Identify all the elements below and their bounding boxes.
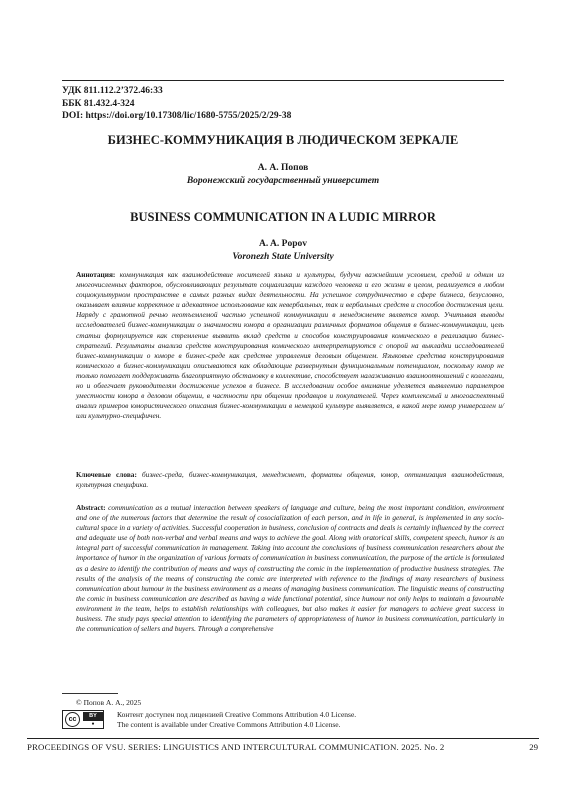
header-rule (62, 80, 504, 81)
footnote-rule (62, 693, 118, 694)
abstract-text-russian: коммуникация как взаимодействие носителей языка и культуры, будучи важнейшим условием, средой и одним из многочисленных факторов, обусловливающих результат социализации каждого человека и его жизни в целом, реализуется в любом социокультурном пространстве в самых разных видах деятельности. На успешное сотрудничество в сфере бизнеса, безусловно, оказывает влияние корректное и адекватное использование как невербальных, так и вербальных средств и способов достижения цели. Наряду с грамотной речью неотъемлемой частью успешной коммуникации в менеджменте является юмор. Учитывая выводы исследователей бизнес-коммуникации о значимости юмора в организации различных форматов общения в бизнес-коммуникации, цель статьи формулируется как стремление выявить вклад средств и способов конструирования комического в реализацию бизнес-стратегий. Результаты анализа средств конструирования комического интерпретируются с опорой на выкладки исследователей бизнес-коммуникации о юморе в бизнес-среде как средстве управления деловым общением. Языковые средства конструирования комического в бизнес-коммуникации описываются как обладающие развернутым функциональным потенциалом, поскольку юмор не только помогает поддерживать благоприятную обстановку в коллективе, способствует налаживанию взаимоотношений с коллегами, но и облегчает руководителям достижение успехов в бизнесе. В исследовании особое внимание уделяется выявлению параметров уместности юмора в деловом общении, в частности при общении продавцов и покупателей. Через комплексный и многоаспектный анализ примеров юмористического описания бизнес-коммуникации в немецкой культуре выявляется, в какой мере юмор универсален и/или культурно-специфичен. (76, 270, 504, 421)
title-english: BUSINESS COMMUNICATION IN A LUDIC MIRROR (130, 210, 436, 224)
footer-rule (27, 738, 539, 739)
author-english: A. A. Popov (258, 239, 308, 249)
article-identifiers (62, 85, 291, 123)
abstract-label-english: Abstract: (76, 503, 106, 512)
affiliation-russian: Воронежский государственный университет (186, 176, 380, 186)
author-russian: А. А. Попов (257, 163, 309, 173)
abstract-russian (76, 270, 504, 421)
page-number: 29 (529, 742, 538, 752)
copyright-notice: © Попов А. А., 2025 (76, 698, 142, 707)
udk-code: УДК 811.112.2’372.46:33 (62, 86, 163, 96)
journal-running-footer: PROCEEDINGS OF VSU. SERIES: LINGUISTICS AND INTERCULTURAL COMMUNICATION. 2025. No. 2 (27, 742, 445, 752)
title-russian: БИЗНЕС-КОММУНИКАЦИЯ В ЛЮДИЧЕСКОМ ЗЕРКАЛЕ (107, 133, 459, 147)
license-text-english: The content is available under Creative Commons Attribution 4.0 License. (117, 719, 341, 729)
keywords-russian (76, 470, 504, 490)
abstract-label-russian: Аннотация: (76, 270, 116, 279)
person-icon: ● (91, 721, 95, 727)
abstract-text-english: communication as a mutual interaction between speakers of language and culture, being the most important condition, environment and one of the numerous factors that determine the result of cosocialization of each person, and in life in general, is implemented in any socio-cultural space in a variety of activities. Successful cooperation in business, conclusion of contracts and deals is certainly influenced by the correct and adequate use of both non-verbal and verbal means and ways to achieve the goal. Along with oratorical skills, competent speech, humor is an integral part of successful communication in management. Taking into account the conclusions of business communication researchers about the importance of humor in the organization of various formats of communication in business communication, the purpose of the article is formulated as a desire to identify the contribution of means and ways of constructing the comic in the implementation of productive business strategies. The results of the analysis of the means of constructing the comic are interpreted with reference to the findings of many researchers of business communication about humour in the business environment as a means of managing business communication. The linguistic means of constructing the comic in business communication are described as having a wide functional potential, since humour not only helps to maintain a favourable environment in the team, helps to establish relationships with colleagues, but also makes it easier for managers to achieve great success in business. The study pays special attention to identifying the parameters of appropriateness of humor in business communication, particularly in the communication of sellers and buyers. Through a comprehensive (76, 503, 504, 634)
abstract-english (76, 503, 504, 634)
keywords-text-russian: бизнес-среда, бизнес-коммуникация, менеджмент, форматы общения, юмор, оптимизация взаимодействия, культурная специфика. (76, 470, 504, 490)
affiliation-english: Voronezh State University (232, 252, 334, 262)
cc-logo-icon: cc (65, 712, 80, 727)
keywords-label-russian: Ключевые слова: (76, 470, 137, 479)
license-text-russian: Контент доступен под лицензией Creative Commons Attribution 4.0 License. (117, 710, 357, 719)
cc-by-license-icon[interactable] (62, 710, 104, 729)
by-attribution-icon: BY (83, 712, 103, 721)
bbk-code: ББК 81.432.4-324 (62, 98, 135, 109)
license-notice (117, 710, 356, 730)
doi-link[interactable]: DOI: https://doi.org/10.17308/lic/1680-5755/2025/2/29-38 (62, 111, 292, 121)
